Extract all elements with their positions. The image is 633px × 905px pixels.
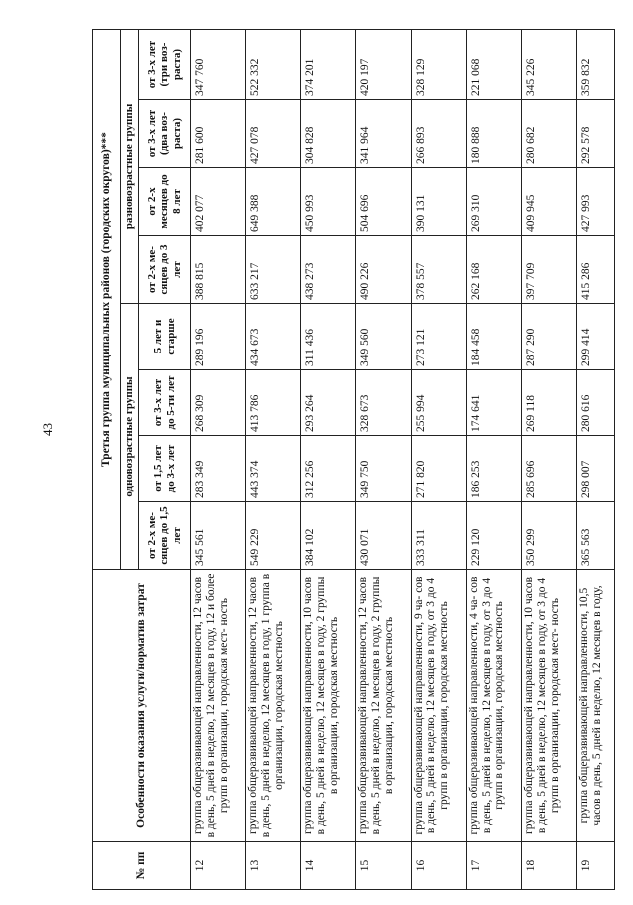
table-row xyxy=(576,30,614,890)
cost-value: 345 561 xyxy=(191,502,246,570)
row-description: группа общеразвивающей направленности, 12 часов в день, 5 дней в неделю, 12 месяцев в году, 2 группы в организации, городская местность xyxy=(356,570,411,842)
cost-value: 328 673 xyxy=(356,370,411,436)
table-row xyxy=(301,30,356,890)
cost-value: 413 786 xyxy=(246,370,301,436)
cost-value: 271 820 xyxy=(411,436,466,502)
cost-value: 312 256 xyxy=(301,436,356,502)
cost-value: 268 309 xyxy=(191,370,246,436)
cost-value: 285 696 xyxy=(521,436,576,502)
cost-value: 384 102 xyxy=(301,502,356,570)
cost-value: 184 458 xyxy=(466,304,521,370)
header-no: № пп xyxy=(93,842,191,890)
header-col-7: от 3-х лет (два воз- раста) xyxy=(139,100,191,168)
cost-value: 221 068 xyxy=(466,30,521,100)
table-row xyxy=(411,30,466,890)
cost-value: 289 196 xyxy=(191,304,246,370)
table-row xyxy=(191,30,246,890)
cost-value: 390 131 xyxy=(411,168,466,236)
cost-value: 427 078 xyxy=(246,100,301,168)
cost-value: 293 264 xyxy=(301,370,356,436)
cost-value: 490 226 xyxy=(356,236,411,304)
rotated-table-container xyxy=(92,30,615,890)
header-col-6: от 2-х месяцев до 8 лет xyxy=(139,168,191,236)
cost-value: 349 560 xyxy=(356,304,411,370)
cost-value: 388 815 xyxy=(191,236,246,304)
table-row xyxy=(356,30,411,890)
header-col-2: от 1,5 лет до 3-х лет xyxy=(139,436,191,502)
cost-value: 287 290 xyxy=(521,304,576,370)
row-description: группа общеразвивающей направленности, 12 часов в день, 5 дней в неделю, 12 месяцев в году, 1 группа в организации, городская местность xyxy=(246,570,301,842)
cost-value: 430 071 xyxy=(356,502,411,570)
cost-value: 298 007 xyxy=(576,436,614,502)
cost-value: 378 557 xyxy=(411,236,466,304)
row-number: 16 xyxy=(411,842,466,890)
cost-value: 438 273 xyxy=(301,236,356,304)
header-features: Особенности оказания услуги/норматив затрат xyxy=(93,570,191,842)
cost-value: 397 709 xyxy=(521,236,576,304)
cost-value: 292 578 xyxy=(576,100,614,168)
row-description: группа общеразвивающей направленности, 10 часов в день, 5 дней в неделю, 12 месяцев в году, от 3 до 4 групп в организации, городская мест- ность xyxy=(521,570,576,842)
cost-value: 450 993 xyxy=(301,168,356,236)
cost-value: 180 888 xyxy=(466,100,521,168)
cost-value: 349 750 xyxy=(356,436,411,502)
page-number: 43 xyxy=(40,423,55,436)
header-col-4: 5 лет и старше xyxy=(139,304,191,370)
cost-value: 415 286 xyxy=(576,236,614,304)
cost-value: 174 641 xyxy=(466,370,521,436)
row-description: группа общеразвивающей направленности, 12 часов в день, 5 дней в неделю, 12 месяцев в году, 12 и более групп в организации, городская мест- ность xyxy=(191,570,246,842)
cost-value: 427 993 xyxy=(576,168,614,236)
cost-value: 359 832 xyxy=(576,30,614,100)
cost-norms-table xyxy=(92,29,615,890)
row-description: группа общеразвивающей направленности, 10,5 часов в день, 5 дней в неделю, 12 месяцев в году, xyxy=(576,570,614,842)
row-description: группа общеразвивающей направленности, 4 ча- сов в день, 5 дней в неделю, 12 месяцев в году, от 3 до 4 групп в организации, городская местность xyxy=(466,570,521,842)
cost-value: 266 893 xyxy=(411,100,466,168)
header-col-5: от 2-х ме- сяцев до 3 лет xyxy=(139,236,191,304)
cost-value: 522 332 xyxy=(246,30,301,100)
table-row xyxy=(521,30,576,890)
cost-value: 365 563 xyxy=(576,502,614,570)
row-number: 17 xyxy=(466,842,521,890)
cost-value: 434 673 xyxy=(246,304,301,370)
table-row xyxy=(246,30,301,890)
cost-value: 186 253 xyxy=(466,436,521,502)
cost-value: 273 121 xyxy=(411,304,466,370)
cost-value: 281 600 xyxy=(191,100,246,168)
row-number: 12 xyxy=(191,842,246,890)
cost-value: 311 436 xyxy=(301,304,356,370)
header-col-8: от 3-х лет (три воз- раста) xyxy=(139,30,191,100)
cost-value: 299 414 xyxy=(576,304,614,370)
header-group: Третья группа муниципальных районов (городских округов)*** xyxy=(93,30,121,570)
cost-value: 280 682 xyxy=(521,100,576,168)
cost-value: 345 226 xyxy=(521,30,576,100)
cost-value: 420 197 xyxy=(356,30,411,100)
header-mixed-age: разновозрастные группы xyxy=(121,30,139,304)
cost-value: 280 616 xyxy=(576,370,614,436)
row-number: 18 xyxy=(521,842,576,890)
cost-value: 328 129 xyxy=(411,30,466,100)
cost-value: 341 964 xyxy=(356,100,411,168)
cost-value: 283 349 xyxy=(191,436,246,502)
row-number: 14 xyxy=(301,842,356,890)
cost-value: 549 229 xyxy=(246,502,301,570)
cost-value: 504 696 xyxy=(356,168,411,236)
cost-value: 229 120 xyxy=(466,502,521,570)
cost-value: 333 311 xyxy=(411,502,466,570)
cost-value: 304 828 xyxy=(301,100,356,168)
cost-value: 402 077 xyxy=(191,168,246,236)
cost-value: 649 388 xyxy=(246,168,301,236)
row-description: группа общеразвивающей направленности, 10 часов в день, 5 дней в неделю, 12 месяцев в году, 2 группы в организации, городская местность xyxy=(301,570,356,842)
row-number: 13 xyxy=(246,842,301,890)
row-description: группа общеразвивающей направленности, 9 ча- сов в день, 5 дней в неделю, 12 месяцев в году, от 3 до 4 групп в организации, городская местность xyxy=(411,570,466,842)
cost-value: 443 374 xyxy=(246,436,301,502)
row-number: 19 xyxy=(576,842,614,890)
table-row xyxy=(466,30,521,890)
cost-value: 347 760 xyxy=(191,30,246,100)
cost-value: 269 310 xyxy=(466,168,521,236)
header-col-3: от 3-х лет до 5-ти лет xyxy=(139,370,191,436)
row-number: 15 xyxy=(356,842,411,890)
header-col-1: от 2-х ме- сяцев до 1,5 лет xyxy=(139,502,191,570)
header-single-age: одновозрастные группы xyxy=(121,304,139,570)
cost-value: 374 201 xyxy=(301,30,356,100)
cost-value: 262 168 xyxy=(466,236,521,304)
cost-value: 255 994 xyxy=(411,370,466,436)
cost-value: 633 217 xyxy=(246,236,301,304)
cost-value: 409 945 xyxy=(521,168,576,236)
cost-value: 269 118 xyxy=(521,370,576,436)
cost-value: 350 299 xyxy=(521,502,576,570)
